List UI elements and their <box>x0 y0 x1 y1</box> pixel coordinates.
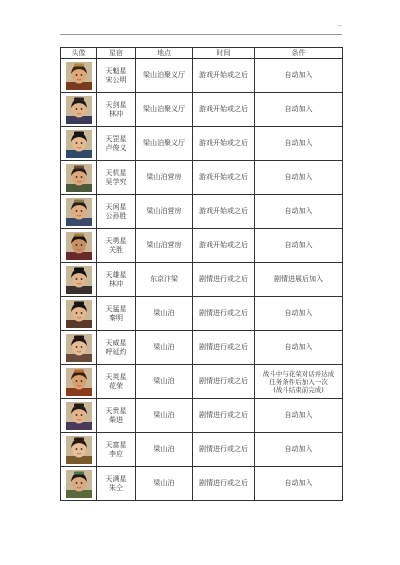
col-header-location: 地点 <box>136 48 193 59</box>
portrait-icon <box>66 470 92 498</box>
portrait-cell <box>61 399 97 433</box>
portrait-icon <box>66 164 92 192</box>
table-row <box>61 433 343 467</box>
condition-cell: 自动加入 <box>255 297 343 331</box>
star-name-cell: 天罡星 卢俊义 <box>97 127 136 161</box>
time-cell: 游戏开始或之后 <box>193 93 255 127</box>
table-row <box>61 127 343 161</box>
table-row <box>61 365 343 399</box>
condition-cell: 剧情进展后加入 <box>255 263 343 297</box>
time-cell: 游戏开始或之后 <box>193 127 255 161</box>
time-cell: 剧情进行或之后 <box>193 365 255 399</box>
character-table <box>60 47 343 501</box>
page-mark: -- <box>336 22 342 30</box>
portrait-cell <box>61 161 97 195</box>
star-name-cell: 天勇星 关胜 <box>97 229 136 263</box>
time-cell: 剧情进行或之后 <box>193 263 255 297</box>
col-header-star: 星宿 <box>97 48 136 59</box>
location-cell: 梁山泊 <box>136 399 193 433</box>
portrait-cell <box>61 297 97 331</box>
portrait-icon <box>66 130 92 158</box>
portrait-cell <box>61 195 97 229</box>
portrait-cell <box>61 263 97 297</box>
star-name-cell: 天猛星 秦明 <box>97 297 136 331</box>
portrait-icon <box>66 368 92 396</box>
time-cell: 剧情进行或之后 <box>193 433 255 467</box>
condition-cell: 自动加入 <box>255 467 343 501</box>
condition-cell: 自动加入 <box>255 161 343 195</box>
portrait-icon <box>66 96 92 124</box>
portrait-cell <box>61 365 97 399</box>
time-cell: 剧情进行或之后 <box>193 331 255 365</box>
condition-cell: 自动加入 <box>255 433 343 467</box>
star-name-cell: 天英星 花荣 <box>97 365 136 399</box>
col-header-portrait: 头像 <box>61 48 97 59</box>
portrait-icon <box>66 266 92 294</box>
star-name-cell: 天贵星 柴进 <box>97 399 136 433</box>
portrait-cell <box>61 127 97 161</box>
condition-cell: 战斗中与花荣对话并达成 任务条件后加入一次 (战斗结束前完成) <box>255 365 343 399</box>
condition-cell: 自动加入 <box>255 127 343 161</box>
table-row <box>61 467 343 501</box>
location-cell: 梁山泊聚义厅 <box>136 59 193 93</box>
header-row <box>61 48 343 59</box>
star-name-cell: 天满星 朱仝 <box>97 467 136 501</box>
location-cell: 梁山泊 <box>136 433 193 467</box>
star-name-cell: 天威星 呼延灼 <box>97 331 136 365</box>
portrait-icon <box>66 402 92 430</box>
portrait-cell <box>61 59 97 93</box>
condition-cell: 自动加入 <box>255 399 343 433</box>
top-rule <box>60 34 342 35</box>
star-name-cell: 天机星 吴学究 <box>97 161 136 195</box>
time-cell: 游戏开始或之后 <box>193 195 255 229</box>
portrait-icon <box>66 198 92 226</box>
time-cell: 游戏开始或之后 <box>193 229 255 263</box>
location-cell: 东京汴梁 <box>136 263 193 297</box>
condition-cell: 自动加入 <box>255 331 343 365</box>
time-cell: 剧情进行或之后 <box>193 467 255 501</box>
time-cell: 剧情进行或之后 <box>193 297 255 331</box>
location-cell: 梁山泊聚义厅 <box>136 127 193 161</box>
portrait-cell <box>61 229 97 263</box>
star-name-cell: 天魁星 宋公明 <box>97 59 136 93</box>
location-cell: 梁山泊聚义厅 <box>136 93 193 127</box>
portrait-icon <box>66 300 92 328</box>
table-row <box>61 195 343 229</box>
table-row <box>61 59 343 93</box>
star-name-cell: 天剑星 林冲 <box>97 93 136 127</box>
condition-cell: 自动加入 <box>255 229 343 263</box>
table-row <box>61 263 343 297</box>
portrait-icon <box>66 232 92 260</box>
location-cell: 梁山泊 <box>136 467 193 501</box>
star-name-cell: 天富星 李应 <box>97 433 136 467</box>
table-row <box>61 93 343 127</box>
condition-cell: 自动加入 <box>255 59 343 93</box>
col-header-time: 时间 <box>193 48 255 59</box>
location-cell: 梁山泊营房 <box>136 229 193 263</box>
portrait-cell <box>61 433 97 467</box>
table-row <box>61 297 343 331</box>
table-row <box>61 229 343 263</box>
portrait-icon <box>66 62 92 90</box>
portrait-icon <box>66 334 92 362</box>
location-cell: 梁山泊营房 <box>136 195 193 229</box>
location-cell: 梁山泊 <box>136 365 193 399</box>
portrait-cell <box>61 93 97 127</box>
star-name-cell: 天雄星 林冲 <box>97 263 136 297</box>
location-cell: 梁山泊营房 <box>136 161 193 195</box>
portrait-icon <box>66 436 92 464</box>
table-row <box>61 331 343 365</box>
time-cell: 游戏开始或之后 <box>193 59 255 93</box>
condition-cell: 自动加入 <box>255 93 343 127</box>
time-cell: 剧情进行或之后 <box>193 399 255 433</box>
location-cell: 梁山泊 <box>136 297 193 331</box>
star-name-cell: 天闲星 公孙胜 <box>97 195 136 229</box>
table-row <box>61 399 343 433</box>
portrait-cell <box>61 331 97 365</box>
col-header-condition: 条件 <box>255 48 343 59</box>
time-cell: 游戏开始或之后 <box>193 161 255 195</box>
condition-cell: 自动加入 <box>255 195 343 229</box>
table-row <box>61 161 343 195</box>
location-cell: 梁山泊 <box>136 331 193 365</box>
portrait-cell <box>61 467 97 501</box>
